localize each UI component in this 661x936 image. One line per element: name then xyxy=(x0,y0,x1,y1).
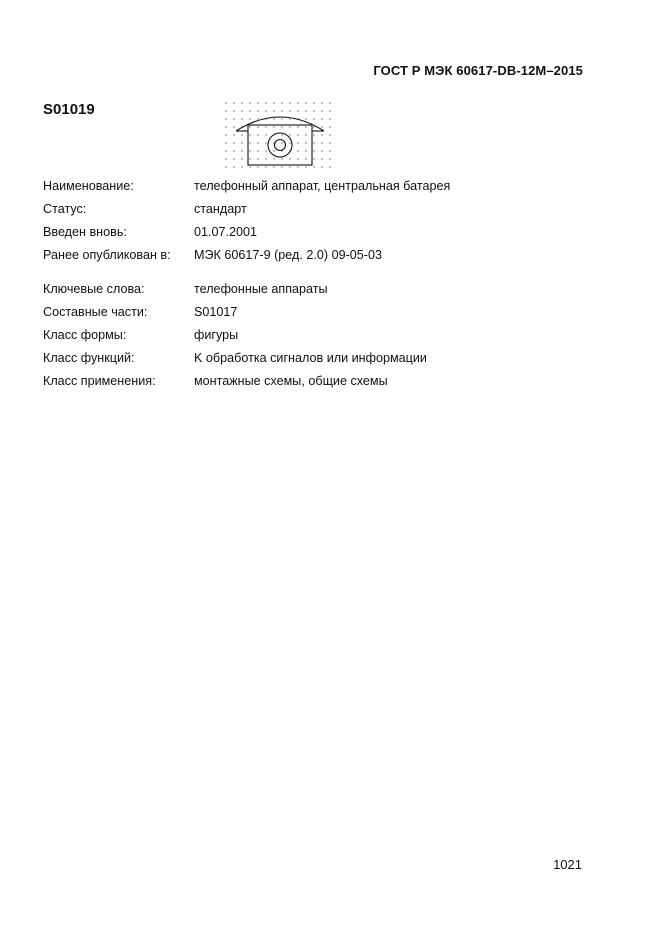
property-label: Ключевые слова: xyxy=(43,282,145,296)
grid-dot xyxy=(281,158,282,159)
grid-dot xyxy=(305,134,306,135)
grid-dot xyxy=(329,126,330,127)
grid-dot xyxy=(329,118,330,119)
grid-dot xyxy=(265,142,266,143)
grid-dot xyxy=(257,166,258,167)
grid-dot xyxy=(241,142,242,143)
grid-dot xyxy=(305,110,306,111)
property-row-status xyxy=(43,202,450,225)
property-row-previously-published xyxy=(43,248,450,271)
properties-extra xyxy=(43,282,427,397)
property-row-keywords xyxy=(43,282,427,305)
grid-dot xyxy=(241,118,242,119)
grid-dot xyxy=(281,102,282,103)
grid-dot xyxy=(297,110,298,111)
grid-dot xyxy=(289,158,290,159)
grid-dot xyxy=(257,150,258,151)
grid-dot xyxy=(233,166,234,167)
grid-dot xyxy=(257,158,258,159)
grid-dot xyxy=(257,142,258,143)
grid-dot xyxy=(241,150,242,151)
grid-dot xyxy=(305,102,306,103)
property-label: Составные части: xyxy=(43,305,148,319)
grid-dot xyxy=(233,150,234,151)
grid-dot xyxy=(313,158,314,159)
property-value: телефонный аппарат, центральная батарея xyxy=(194,179,451,193)
grid-dot xyxy=(281,134,282,135)
grid-dot xyxy=(273,102,274,103)
grid-dot xyxy=(321,134,322,135)
grid-dot xyxy=(305,126,306,127)
property-label: Ранее опубликован в: xyxy=(43,248,171,262)
grid-dot xyxy=(313,102,314,103)
grid-dot xyxy=(313,166,314,167)
property-value: монтажные схемы, общие схемы xyxy=(194,374,388,388)
grid-dot xyxy=(265,134,266,135)
properties-main xyxy=(43,179,450,271)
grid-dot xyxy=(289,134,290,135)
grid-dot xyxy=(265,126,266,127)
grid-dot xyxy=(313,126,314,127)
grid-dot xyxy=(273,126,274,127)
grid-dot xyxy=(249,142,250,143)
grid-dot xyxy=(241,110,242,111)
grid-dot xyxy=(281,110,282,111)
grid-dot xyxy=(289,118,290,119)
grid-dot xyxy=(289,142,290,143)
grid-dot xyxy=(265,158,266,159)
telephone-set-central-battery-symbol-icon xyxy=(224,101,336,175)
grid-dot xyxy=(281,118,282,119)
grid-dot xyxy=(273,118,274,119)
grid-dot xyxy=(265,102,266,103)
property-row-introduced xyxy=(43,225,450,248)
grid-dot xyxy=(321,126,322,127)
grid-dot xyxy=(233,134,234,135)
grid-dot xyxy=(257,102,258,103)
grid-dot xyxy=(321,166,322,167)
property-label: Класс функций: xyxy=(43,351,135,365)
grid-dot xyxy=(297,150,298,151)
grid-dot xyxy=(313,142,314,143)
grid-dot xyxy=(305,118,306,119)
grid-dot xyxy=(305,142,306,143)
grid-dot xyxy=(241,158,242,159)
property-label: Статус: xyxy=(43,202,87,216)
grid-dot xyxy=(321,102,322,103)
grid-dot xyxy=(257,110,258,111)
grid-dot xyxy=(225,102,226,103)
property-label: Наименование: xyxy=(43,179,134,193)
grid-dot xyxy=(313,150,314,151)
property-row-application-class xyxy=(43,374,427,397)
grid-dot xyxy=(289,126,290,127)
grid-dot xyxy=(249,110,250,111)
property-row-components xyxy=(43,305,427,328)
grid-dot xyxy=(297,166,298,167)
grid-dot xyxy=(321,142,322,143)
grid-dot xyxy=(249,126,250,127)
grid-dot xyxy=(305,166,306,167)
property-value: стандарт xyxy=(194,202,247,216)
grid-dot xyxy=(241,102,242,103)
symbol-code: S01019 xyxy=(43,101,95,118)
grid-dot xyxy=(265,150,266,151)
grid-dot xyxy=(225,134,226,135)
grid-dot xyxy=(225,126,226,127)
property-row-function-class xyxy=(43,351,427,374)
grid-dot xyxy=(233,158,234,159)
grid-dot xyxy=(297,142,298,143)
grid-dot xyxy=(273,150,274,151)
grid-dot xyxy=(321,150,322,151)
grid-dot xyxy=(329,134,330,135)
grid-dot xyxy=(249,150,250,151)
document-header-standard: ГОСТ Р МЭК 60617-DB-12M–2015 xyxy=(373,63,583,78)
grid-dot xyxy=(329,142,330,143)
grid-dot xyxy=(281,166,282,167)
property-value: S01017 xyxy=(194,305,238,319)
grid-dot xyxy=(273,110,274,111)
property-value: телефонные аппараты xyxy=(194,282,328,296)
grid-dot xyxy=(289,102,290,103)
grid-dot xyxy=(297,102,298,103)
grid-dot xyxy=(249,102,250,103)
property-label: Введен вновь: xyxy=(43,225,127,239)
grid-dot xyxy=(249,134,250,135)
grid-dot xyxy=(313,110,314,111)
grid-dot xyxy=(257,118,258,119)
grid-dot xyxy=(297,134,298,135)
grid-dot xyxy=(265,166,266,167)
grid-dot xyxy=(305,158,306,159)
property-value: МЭК 60617-9 (ред. 2.0) 09-05-03 xyxy=(194,248,382,262)
grid-dot xyxy=(265,110,266,111)
grid-dot xyxy=(233,142,234,143)
page-number: 1021 xyxy=(553,857,582,872)
property-value: K обработка сигналов или информации xyxy=(194,351,427,365)
grid-dot xyxy=(305,150,306,151)
grid-dot xyxy=(225,142,226,143)
grid-dot xyxy=(225,158,226,159)
grid-dot xyxy=(233,118,234,119)
grid-dot xyxy=(233,102,234,103)
grid-dot xyxy=(329,166,330,167)
grid-dot xyxy=(329,110,330,111)
property-value: 01.07.2001 xyxy=(194,225,258,239)
grid-dot xyxy=(225,118,226,119)
grid-dot xyxy=(257,126,258,127)
grid-dot xyxy=(321,118,322,119)
property-value: фигуры xyxy=(194,328,239,342)
grid-dot xyxy=(281,126,282,127)
grid-dot xyxy=(249,118,250,119)
property-row-name xyxy=(43,179,450,202)
grid-dot xyxy=(289,166,290,167)
grid-dot xyxy=(233,110,234,111)
grid-dot xyxy=(321,158,322,159)
grid-dot xyxy=(241,134,242,135)
grid-dot xyxy=(289,110,290,111)
grid-dot xyxy=(249,158,250,159)
grid-dot xyxy=(225,150,226,151)
grid-dot xyxy=(313,134,314,135)
grid-dot xyxy=(329,102,330,103)
grid-dot xyxy=(329,150,330,151)
grid-dot xyxy=(225,166,226,167)
property-label: Класс применения: xyxy=(43,374,156,388)
grid-dots xyxy=(225,102,330,167)
grid-dot xyxy=(321,110,322,111)
grid-dot xyxy=(249,166,250,167)
grid-dot xyxy=(281,142,282,143)
property-row-shape-class xyxy=(43,328,427,351)
grid-dot xyxy=(329,158,330,159)
grid-dot xyxy=(233,126,234,127)
property-label: Класс формы: xyxy=(43,328,127,342)
grid-dot xyxy=(297,126,298,127)
grid-dot xyxy=(313,118,314,119)
grid-dot xyxy=(273,166,274,167)
grid-dot xyxy=(241,166,242,167)
grid-dot xyxy=(297,158,298,159)
grid-dot xyxy=(225,110,226,111)
grid-dot xyxy=(273,158,274,159)
grid-dot xyxy=(257,134,258,135)
